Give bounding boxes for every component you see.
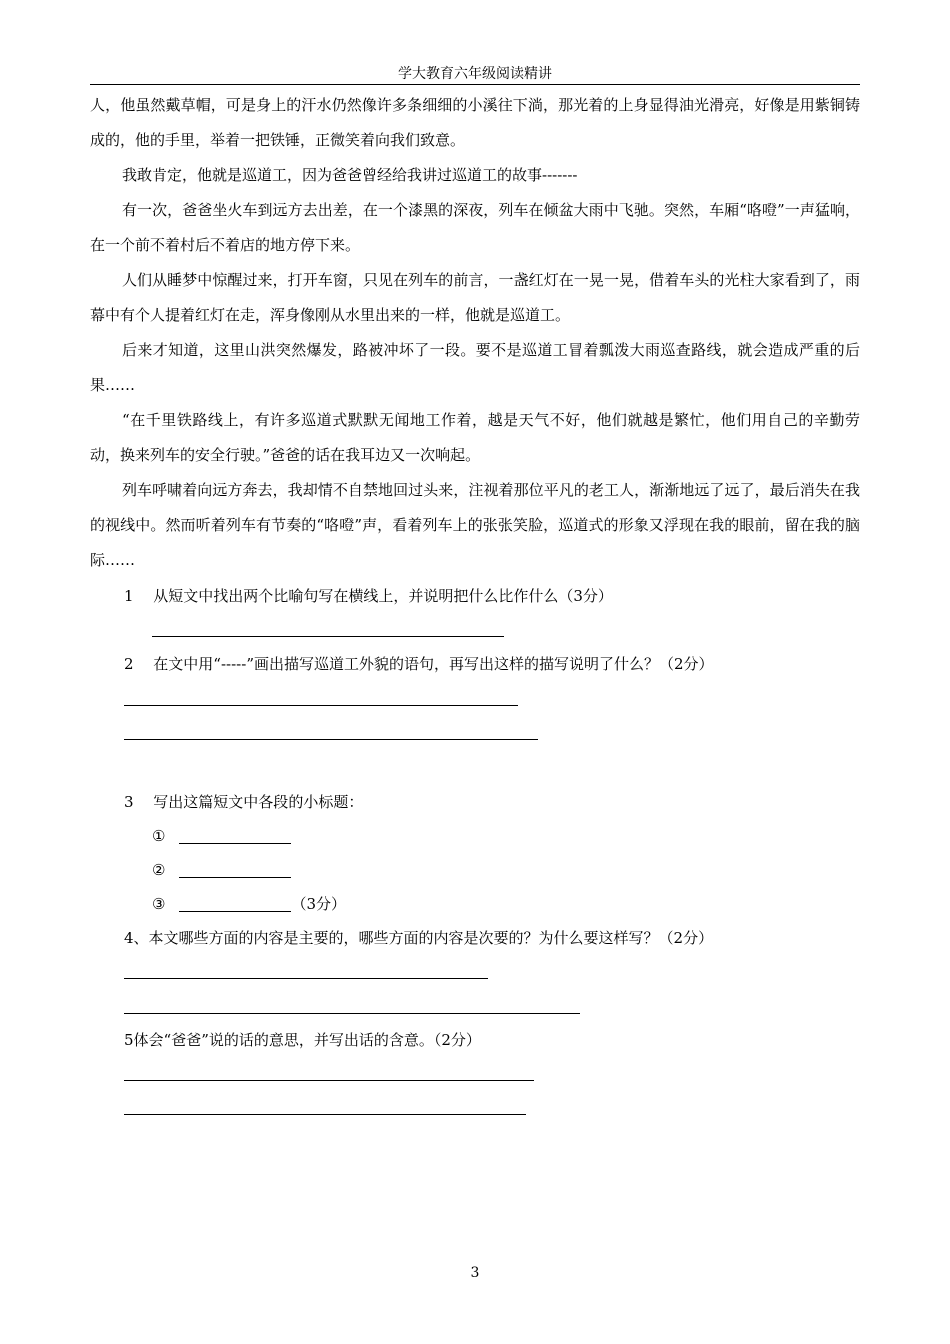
subtitle-item-3[interactable] [152,894,346,914]
item-marker: ① [152,827,166,845]
paragraph-2: 我敢肯定，他就是巡道工，因为爸爸曾经给我讲过巡道工的故事------- [122,166,578,184]
page-number: 3 [470,1265,480,1281]
question-5: 5体会“爸爸”说的话的意思，并写出话的含意。（2分） [124,1031,481,1049]
answer-line-2b[interactable] [124,739,538,740]
paragraph-3: 有一次，爸爸坐火车到远方去出差，在一个漆黑的深夜，列车在倾盆大雨中飞驰。突然，车厢“咯噔”一声猛响，在一个前不着村后不着店的地方停下来。 [90,201,860,254]
answer-line-1[interactable] [152,636,504,637]
page-header: 学大教育六年级阅读精讲 [398,66,552,82]
question-1: 1 从短文中找出两个比喻句写在横线上，并说明把什么比作什么（3分） [124,587,613,605]
paragraph-6: “在千里铁路线上，有许多巡道式默默无闻地工作着，越是天气不好，他们就越是繁忙，他们用自己的辛勤劳动，换来列车的安全行驶。”爸爸的话在我耳边又一次响起。 [90,411,860,464]
subtitle-blank[interactable] [179,895,291,912]
paragraph-4: 人们从睡梦中惊醒过来，打开车窗，只见在列车的前言，一盏红灯在一晃一晃，借着车头的光柱大家看到了，雨幕中有个人提着红灯在走，浑身像刚从水里出来的一样，他就是巡道工。 [90,271,860,324]
score-note: （3分） [291,895,346,913]
answer-line-5b[interactable] [124,1114,526,1115]
paragraph-1: 人，他虽然戴草帽，可是身上的汗水仍然像许多条细细的小溪往下淌，那光着的上身显得油光滑亮，好像是用紫铜铸成的，他的手里，举着一把铁锤，正微笑着向我们致意。 [90,96,860,149]
answer-line-4a[interactable] [124,978,488,979]
question-3: 3 写出这篇短文中各段的小标题： [124,793,364,811]
answer-line-2a[interactable] [124,705,518,706]
item-marker: ③ [152,895,166,913]
answer-line-4b[interactable] [124,1013,580,1014]
subtitle-blank[interactable] [179,827,291,844]
subtitle-blank[interactable] [179,861,291,878]
header-rule [90,84,860,85]
question-4: 4、本文哪些方面的内容是主要的，哪些方面的内容是次要的？为什么要这样写？（2分） [124,929,714,947]
question-2: 2 在文中用“-----”画出描写巡道工外貌的语句，再写出这样的描写说明了什么？（2分） [124,655,714,673]
subtitle-item-1[interactable] [152,826,291,846]
passage [90,88,860,578]
paragraph-7: 列车呼啸着向远方奔去，我却情不自禁地回过头来，注视着那位平凡的老工人，渐渐地远了远了，最后消失在我的视线中。然而听着列车有节奏的“咯噔”声，看着列车上的张张笑脸，巡道式的形象又浮现在我的眼前，留在我的脑际…… [90,481,860,569]
item-marker: ② [152,861,166,879]
subtitle-item-2[interactable] [152,860,291,880]
paragraph-5: 后来才知道，这里山洪突然爆发，路被冲坏了一段。要不是巡道工冒着瓢泼大雨巡查路线，就会造成严重的后果…… [90,341,860,394]
answer-line-5a[interactable] [124,1080,534,1081]
